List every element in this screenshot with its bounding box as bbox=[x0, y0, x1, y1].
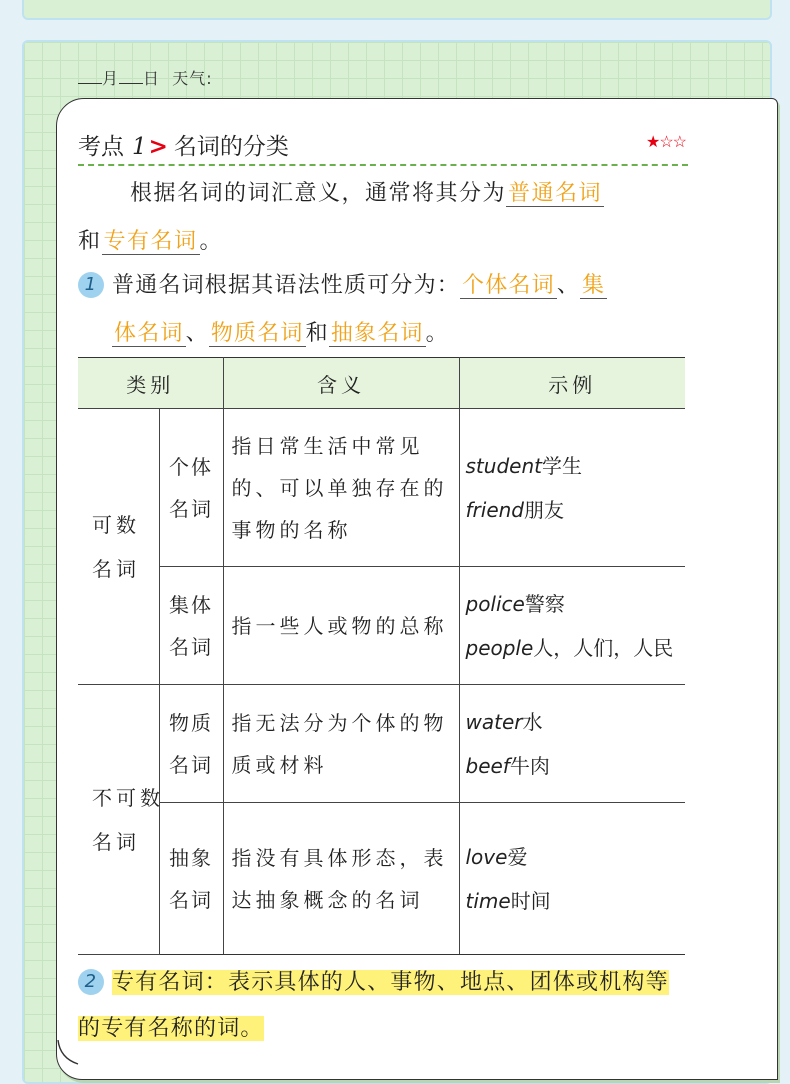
star-filled-icon: ★ bbox=[645, 132, 660, 151]
category-label: 可数名词 bbox=[92, 512, 140, 581]
example-en: student bbox=[465, 453, 542, 478]
example-item bbox=[466, 488, 680, 532]
meaning-cell: 指没有具体形态，表达抽象概念的名词 bbox=[223, 803, 459, 955]
example-en: people bbox=[465, 635, 534, 660]
date-weather-line bbox=[78, 66, 213, 89]
example-item bbox=[466, 700, 680, 744]
example-en: water bbox=[465, 709, 523, 734]
intro-paragraph bbox=[78, 170, 690, 266]
table-row bbox=[78, 685, 685, 803]
subcategory-cell bbox=[159, 567, 223, 685]
point1-text: 普通名词根据其语法性质可分为： bbox=[112, 273, 461, 298]
table-row bbox=[78, 803, 685, 955]
meaning-cell: 指日常生活中常见的、可以单独存在的事物的名称 bbox=[223, 409, 459, 567]
example-zh: 人，人们，人民 bbox=[533, 635, 674, 660]
example-en: love bbox=[465, 844, 508, 869]
example-zh: 爱 bbox=[507, 844, 528, 869]
fill-blank-material: 物质名词 bbox=[210, 321, 304, 346]
category-label: 不可数名词 bbox=[92, 785, 164, 854]
day-label: 日 bbox=[143, 69, 161, 88]
difficulty-stars bbox=[646, 132, 686, 151]
examples-cell bbox=[459, 685, 685, 803]
subcategory-label: 个体名词 bbox=[169, 454, 213, 521]
example-item bbox=[466, 582, 680, 626]
point2-highlighted-text: 专有名词：表示具体的人、事物、地点、团体或机构等的专有名称的词。 bbox=[78, 970, 669, 1041]
subcategory-cell bbox=[159, 803, 223, 955]
example-zh: 时间 bbox=[510, 888, 551, 913]
header-meaning: 含义 bbox=[223, 358, 459, 409]
example-zh: 学生 bbox=[541, 453, 582, 478]
weather-label: 天气: bbox=[172, 69, 213, 88]
example-item bbox=[466, 744, 680, 788]
table-row bbox=[78, 409, 685, 567]
section-heading bbox=[78, 128, 688, 166]
header-category: 类别 bbox=[78, 358, 223, 409]
intro-period: 。 bbox=[199, 229, 224, 254]
fill-blank-abstract: 抽象名词 bbox=[330, 321, 424, 346]
point-2 bbox=[78, 960, 690, 1052]
subcategory-cell bbox=[159, 685, 223, 803]
example-en: beef bbox=[465, 753, 510, 778]
header-examples: 示例 bbox=[459, 358, 685, 409]
example-item bbox=[466, 626, 680, 670]
category-uncountable bbox=[78, 685, 164, 955]
day-blank[interactable] bbox=[119, 69, 143, 84]
number-badge-2: 2 bbox=[78, 969, 104, 995]
intro-text: 根据名词的词汇意义，通常将其分为 bbox=[130, 181, 507, 206]
subcategory-label: 物质名词 bbox=[169, 710, 213, 777]
example-zh: 警察 bbox=[524, 591, 565, 616]
table-row bbox=[78, 567, 685, 685]
example-item bbox=[466, 879, 680, 923]
noun-classification-table bbox=[78, 357, 685, 955]
fill-blank-individual: 个体名词 bbox=[462, 273, 555, 298]
sep: 、 bbox=[556, 273, 581, 298]
subcategory-label: 集体名词 bbox=[169, 592, 213, 659]
example-zh: 朋友 bbox=[524, 497, 564, 522]
subcategory-cell bbox=[159, 409, 223, 567]
point-1 bbox=[78, 262, 690, 358]
intro-and: 和 bbox=[78, 229, 102, 254]
month-blank[interactable] bbox=[78, 69, 102, 84]
and-text: 和 bbox=[305, 321, 329, 346]
number-badge-1: 1 bbox=[78, 272, 104, 298]
heading-prefix: 考点 bbox=[78, 134, 124, 160]
fill-blank-proper-noun: 专有名词 bbox=[103, 229, 198, 254]
table-header-row bbox=[78, 358, 685, 409]
period: 。 bbox=[425, 321, 449, 346]
fill-blank-collective-a: 集 bbox=[582, 273, 606, 298]
star-empty-icon: ☆☆ bbox=[659, 132, 686, 151]
subcategory-label: 抽象名词 bbox=[169, 845, 213, 912]
meaning-cell: 指一些人或物的总称 bbox=[223, 567, 459, 685]
example-item bbox=[466, 444, 680, 488]
heading-title: 名词的分类 bbox=[173, 134, 289, 160]
top-card-edge bbox=[22, 0, 772, 20]
month-label: 月 bbox=[102, 69, 120, 88]
example-item bbox=[466, 835, 680, 879]
fill-blank-common-noun: 普通名词 bbox=[508, 181, 603, 206]
fill-blank-collective-b: 体名词 bbox=[114, 321, 184, 346]
arrow-icon: > bbox=[148, 133, 168, 160]
example-en: time bbox=[465, 888, 511, 913]
examples-cell bbox=[459, 567, 685, 685]
meaning-cell: 指无法分为个体的物质或材料 bbox=[223, 685, 459, 803]
sep: 、 bbox=[185, 321, 209, 346]
example-zh: 牛肉 bbox=[509, 753, 550, 778]
page-curl-decoration bbox=[56, 1040, 96, 1065]
heading-number: 1 bbox=[132, 134, 147, 160]
examples-cell bbox=[459, 803, 685, 955]
example-zh: 水 bbox=[522, 709, 543, 734]
examples-cell bbox=[459, 409, 685, 567]
category-countable bbox=[78, 409, 159, 685]
example-en: police bbox=[465, 591, 525, 616]
example-en: friend bbox=[465, 497, 524, 522]
